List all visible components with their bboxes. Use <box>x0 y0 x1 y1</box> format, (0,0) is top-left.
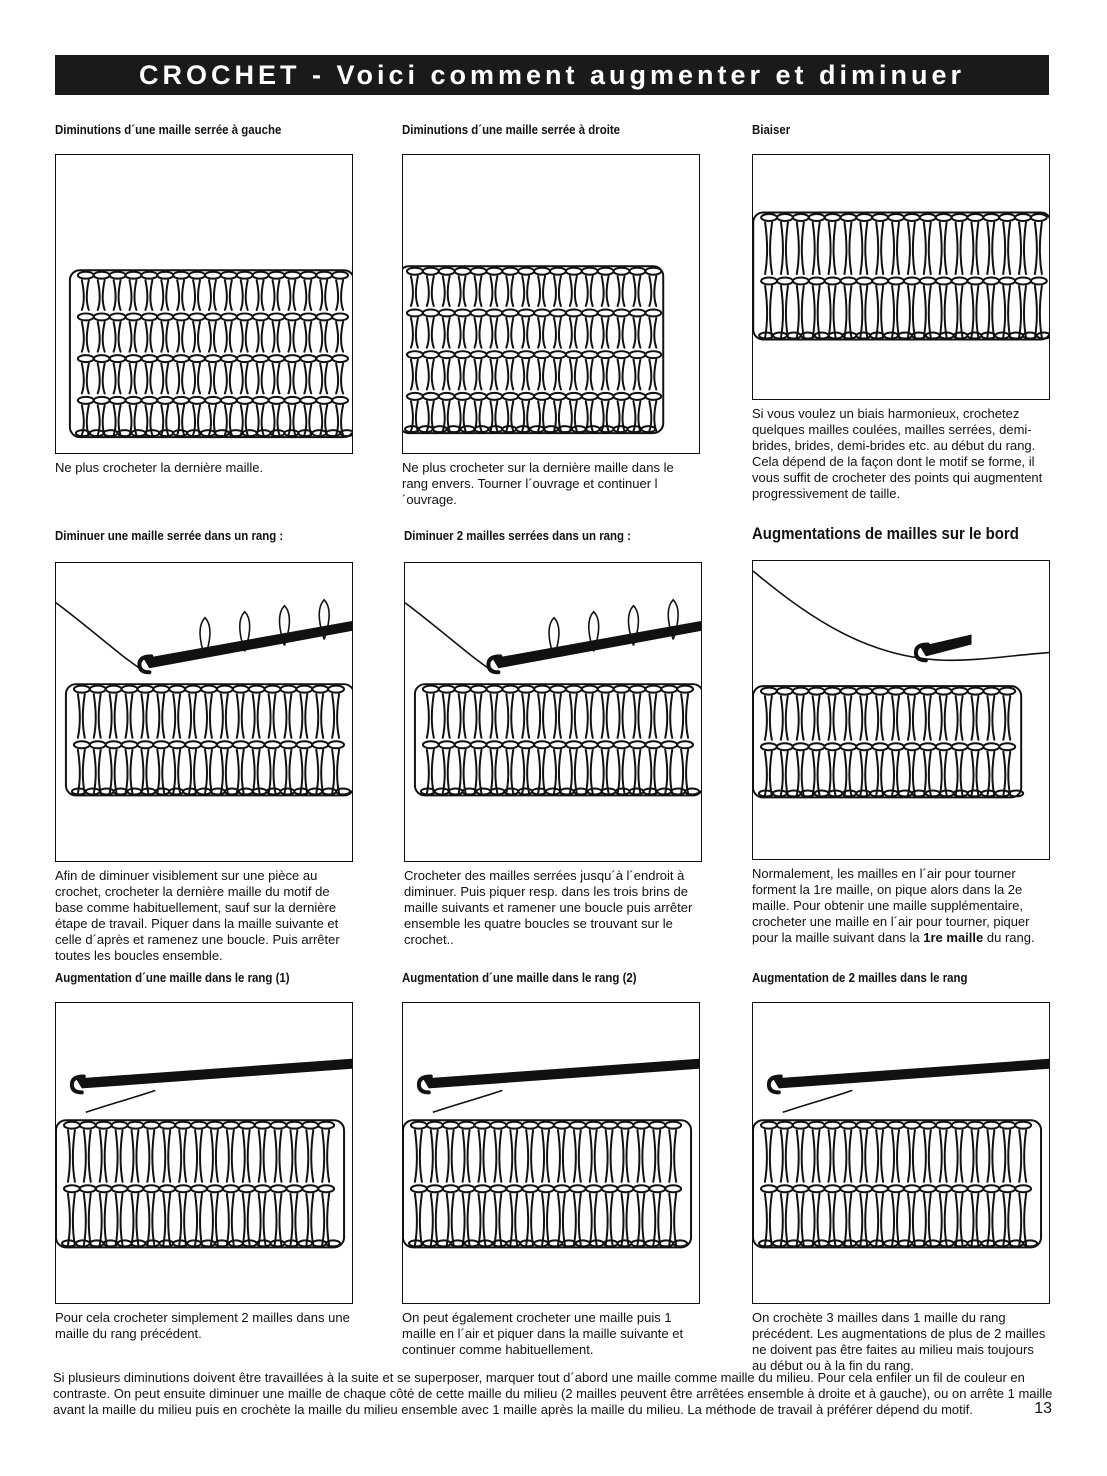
section-caption: Pour cela crocheter simplement 2 mailles dans une maille du rang précédent. <box>55 1310 350 1341</box>
footnote: Si plusieurs diminutions doivent être travaillées à la suite et se superposer, marquer tout d´abord une maille comme maille du milieu. Pour cela enfiler un fil de couleur en contraste. On peut ensuite diminuer une maille de chaque côté de cette maille du milieu (2 mailles peuvent être arrêtées ensemble à droite et à gauche), ou on arrête 1 maille avant la maille du milieu puis en crochète la maille du milieu ensemble avec 1 maille après la maille du milieu. La méthode de travail à préférer dépend du motif. <box>53 1370 1053 1417</box>
crochet-swatch-svg <box>753 1003 1049 1303</box>
section-heading: Augmentation de 2 mailles dans le rang <box>752 970 968 985</box>
section-caption: On peut également crocheter une maille puis 1 maille en l´air et piquer dans la maille suivante et continuer comme habituellement. <box>402 1310 684 1357</box>
section-decrease-two <box>404 528 702 948</box>
crochet-swatch-svg <box>56 1003 352 1303</box>
section-heading: Diminuer 2 mailles serrées dans un rang : <box>404 528 631 543</box>
section-caption: Afin de diminuer visiblement sur une pièce au crochet, crocheter la dernière maille du motif de base comme habituellement, sauf sur la dernière étape de travail. Piquer dans la maille suivante et celle d´après et ramenez une boucle. Puis arrêter toutes les boucles ensemble. <box>55 868 340 963</box>
section-heading: Diminutions d´une maille serrée à gauche <box>55 122 282 137</box>
section-decrease-left <box>55 122 353 476</box>
caption-part: Normalement, les mailles en l´air pour tourner forment la 1re maille, on pique alors dans la 2e maille. Pour obtenir une maille supplémentaire, crocheter une maille en l´air pour tourner, piquer pour la maille suivant dans la <box>752 866 1030 945</box>
section-edge-increase <box>752 526 1050 946</box>
section-increase-one-b <box>402 970 700 1358</box>
section-decrease-right <box>402 122 700 508</box>
caption-emphasis: 1re maille <box>923 930 984 945</box>
section-bias <box>752 122 1050 502</box>
crochet-illustration <box>55 154 353 454</box>
section-heading: Diminutions d´une maille serrée à droite <box>402 122 621 137</box>
section-caption: On crochète 3 mailles dans 1 maille du rang précédent. Les augmentations de plus de 2 mailles ne doivent pas être faites au milieu mais toujours au début ou à la fin du rang. <box>752 1310 1046 1373</box>
crochet-illustration <box>402 154 700 454</box>
section-caption <box>752 866 1050 946</box>
crochet-illustration <box>55 562 353 862</box>
crochet-illustration <box>404 562 702 862</box>
section-heading: Augmentations de mailles sur le bord <box>752 524 1019 543</box>
section-increase-two <box>752 970 1050 1374</box>
crochet-illustration <box>55 1002 353 1304</box>
crochet-illustration <box>752 154 1050 400</box>
page-number: 13 <box>1034 1400 1052 1417</box>
section-decrease-one <box>55 528 353 964</box>
section-heading: Augmentation d´une maille dans le rang (1) <box>55 970 290 985</box>
page-title: CROCHET - Voici comment augmenter et diminuer <box>55 55 1049 95</box>
section-heading: Augmentation d´une maille dans le rang (2) <box>402 970 637 985</box>
section-caption: Ne plus crocheter la dernière maille. <box>55 460 264 475</box>
crochet-illustration <box>752 560 1050 860</box>
section-caption: Crocheter des mailles serrées jusqu´à l´endroit à diminuer. Puis piquer resp. dans les trois brins de maille suivants et ramener une boucle puis arrêter ensemble les quatre boucles se trouvant sur le crochet.. <box>404 868 693 947</box>
section-heading: Biaiser <box>752 122 791 137</box>
crochet-swatch-svg <box>56 563 352 861</box>
crochet-swatch-svg <box>403 1003 699 1303</box>
section-caption: Ne plus crocheter sur la dernière maille dans le rang envers. Tourner l´ouvrage et continuer l´ouvrage. <box>402 460 674 507</box>
caption-part: du rang. <box>983 930 1035 945</box>
crochet-swatch-svg <box>403 155 699 453</box>
crochet-swatch-svg <box>56 155 352 453</box>
crochet-swatch-svg <box>753 155 1049 399</box>
crochet-illustration <box>752 1002 1050 1304</box>
crochet-swatch-svg <box>405 563 701 861</box>
section-heading: Diminuer une maille serrée dans un rang : <box>55 528 284 543</box>
section-increase-one-a <box>55 970 353 1342</box>
crochet-swatch-svg <box>753 561 1049 859</box>
section-caption: Si vous voulez un biais harmonieux, crochetez quelques mailles coulées, mailles serrées, demi-brides, brides, demi-brides etc. au début du rang. Cela dépend de la façon dont le motif se forme, il vous suffit de crocheter des points qui augmentent progressivement de taille. <box>752 406 1043 501</box>
crochet-illustration <box>402 1002 700 1304</box>
